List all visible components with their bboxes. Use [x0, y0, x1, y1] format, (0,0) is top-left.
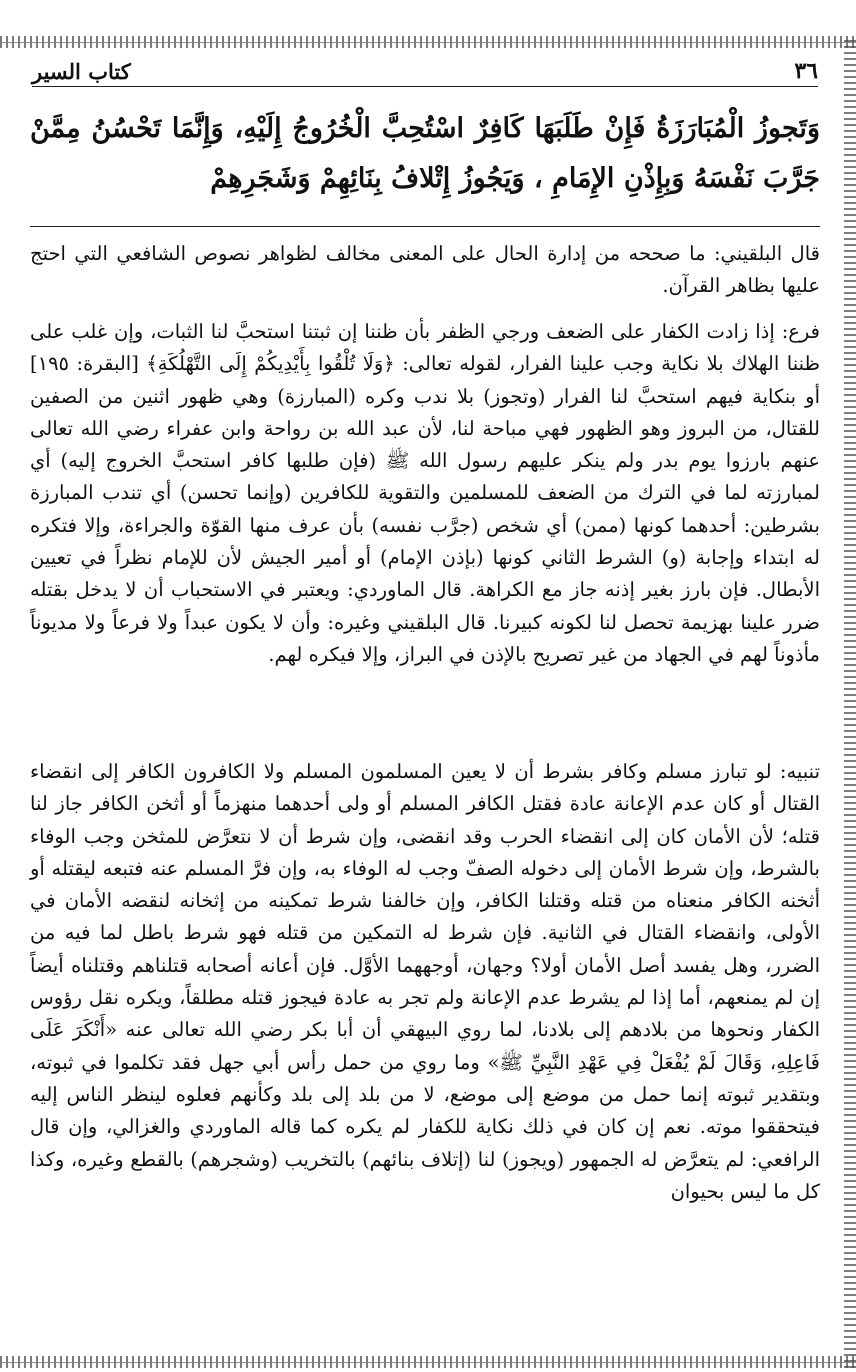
commentary-paragraph-2	[30, 316, 820, 671]
ornamental-border-top	[0, 36, 856, 48]
section-divider	[30, 226, 820, 227]
book-title: كتاب السير	[32, 58, 131, 84]
matn-text: وَتَجوزُ الْمُبَارَزَةُ فَإِنْ طَلَبَهَا كَافِرٌ اسْتُحِبَّ الْخُرُوجُ إِلَيْهِ، وَإِنَّمَا تَحْسُنُ مِمَّنْ جَرَّبَ نَفْسَهُ وَبِإِذْنِ الإِمَامِ ، وَيَجُوزُ إِتْلافُ بِنَائِهِمْ وَشَجَرِهِمْ	[30, 113, 820, 194]
commentary-text-3: تنبيه: لو تبارز مسلم وكافر بشرط أن لا يعين المسلمون المسلم ولا الكافرون الكافر إلى انقضاء القتال أو كان عدم الإعانة عادة فقتل الكافر المسلم أو ولى أحدهما منهزماً أو أثخن الكافر جاز لنا قتله؛ لأن الأمان كان إلى انقضاء الحرب وقد انقضى، وإن شرط أن لا نتعرَّض للمثخن وجب الوفاء بالشرط، وإن شرط الأمان إلى دخوله الصفّ وجب له الوفاء به، وإن فرَّ المسلم عنه فتبعه ليقتله أو أثخنه الكافر منعناه من قتله وقتلنا الكافر، وإن خالفنا شرط تمكينه من إثخانه لنقضه الأمان في الأولى، وانقضاء القتال في الثانية. فإن شرط له التمكين من قتله فهو شرط باطل لما فيه من الضرر، وهل يفسد أصل الأمان أولا؟ وجهان، أوجههما الأوَّل. فإن أعانه أصحابه قتلناهم وقتلناه أيضاً إن لم يمنعهم، أما إذا لم يشرط عدم الإعانة ولم تجر به عادة فيجوز قتله مطلقاً، ويكره نقل رؤوس الكفار ونحوها من بلادهم إلى بلادنا، لما روي البيهقي أن أبا بكر رضي الله تعالى عنه «أَنْكَرَ عَلَى فَاعِلِهِ، وَقَالَ لَمْ يُفْعَلْ فِي عَهْدِ النَّبِيِّ ﷺ» وما روي من حمل رأس أبي جهل فقد تكلموا في ثبوته، وبتقدير ثبوته إنما حمل من موضع إلى موضع، لا من بلد إلى بلد وكأنهم فعلوه لينظر الناس إليه فيتحققوا موته. نعم إن كان في ذلك نكاية للكفار لم يكره كما قاله الماوردي والغزالي، وإن قال الرافعي: لم يتعرَّض له الجمهور (ويجوز) لنا (إتلاف بنائهم) بالتخريب (وشجرهم) بالقطع وغيره، وكذا كل ما ليس بحيوان	[30, 760, 820, 1203]
page-number: ٣٦	[794, 58, 818, 84]
commentary-paragraph-1	[30, 238, 820, 303]
commentary-paragraph-3	[30, 756, 820, 1208]
ornamental-border-bottom	[0, 1356, 856, 1368]
page-header	[32, 56, 818, 87]
ornamental-border-right	[844, 36, 856, 1368]
commentary-text-1: قال البلقيني: ما صححه من إدارة الحال على المعنى مخالف لظواهر نصوص الشافعي التي احتج عليها بظاهر القرآن.	[30, 242, 820, 298]
commentary-text-2: فرع: إذا زادت الكفار على الضعف ورجي الظفر بأن ظننا إن ثبتنا استحبَّ لنا الثبات، وإن غلب على ظننا الهلاك بلا نكاية وجب علينا الفرار، لقوله تعالى: ﴿وَلَا تُلْقُوا بِأَيْدِيكُمْ إِلَى التَّهْلُكَةِ﴾ [البقرة: ١٩٥] أو بنكاية فيهم استحبَّ لنا الفرار (وتجوز) بلا ندب وكره (المبارزة) وهي ظهور اثنين من الصفين للقتال، من البروز وهو الظهور فهي مباحة لنا، لأن عبد الله بن رواحة وابن عفراء رضي الله تعالى عنهم بارزوا يوم بدر ولم ينكر عليهم رسول الله ﷺ (فإن طلبها كافر استحبَّ الخروج إليه) أي لمبارزته لما في الترك من الضعف للمسلمين والتقوية للكافرين (وإنما تحسن) أي تندب المبارزة بشرطين: أحدهما كونها (ممن) أي شخص (جرَّب نفسه) بأن عرف منها القوّة والجراءة، وإلا فتكره له ابتداء وإجابة (و) الشرط الثاني كونها (بإذن الإمام) أو أمير الجيش لأن للإمام نظراً في تعيين الأبطال. فإن بارز بغير إذنه جاز مع الكراهة. قال الماوردي: ويعتبر في الاستحباب أن لا يدخل بقتله ضرر علينا بهزيمة تحصل لنا لكونه كبيرنا. قال البلقيني وغيره: وأن لا يكون عبداً ولا فرعاً ولا مديوناً مأذوناً لهم في الجهاد من غير تصريح بالإذن في البراز، وإلا فيكره لهم.	[30, 320, 820, 666]
